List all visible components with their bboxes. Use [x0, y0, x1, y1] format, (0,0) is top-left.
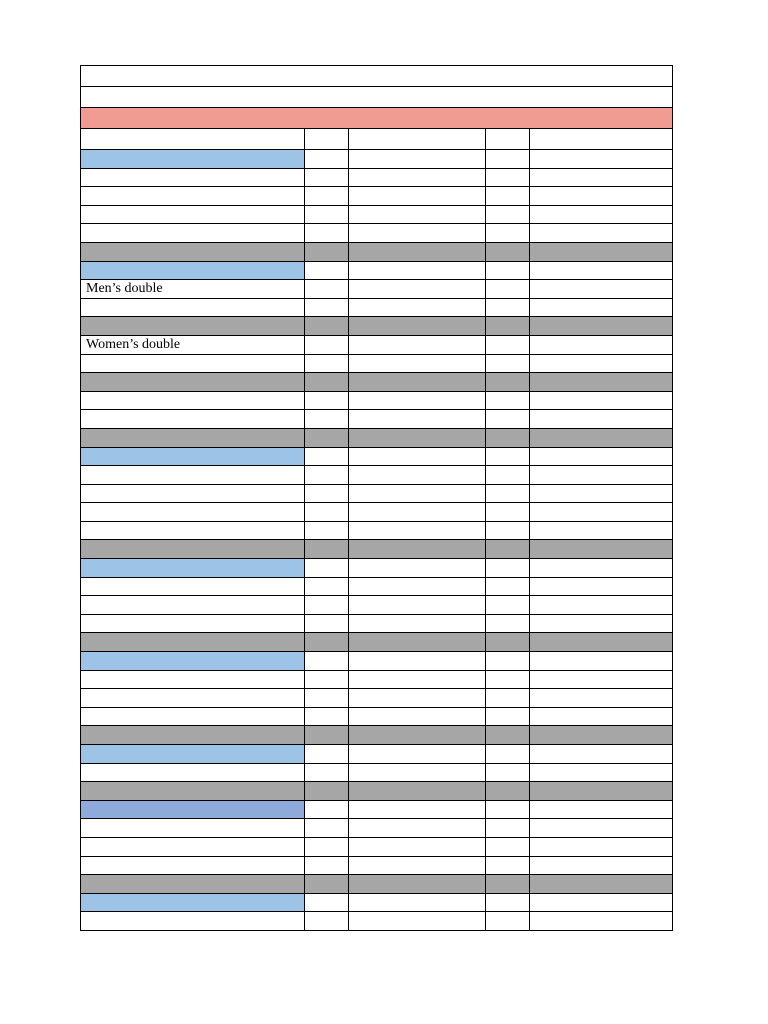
- table-cell[interactable]: [486, 652, 530, 671]
- table-cell[interactable]: [486, 428, 530, 447]
- table-cell[interactable]: [81, 428, 305, 447]
- table-cell[interactable]: [305, 129, 349, 150]
- table-cell[interactable]: [81, 819, 305, 838]
- table-cell[interactable]: [486, 707, 530, 726]
- table-cell[interactable]: [81, 354, 305, 373]
- table-row: [81, 354, 673, 373]
- category-row: [81, 800, 673, 819]
- table-row: [81, 819, 673, 838]
- table-cell[interactable]: [305, 745, 349, 764]
- table-cell[interactable]: [486, 150, 530, 169]
- category-header-cell[interactable]: [81, 745, 305, 764]
- separator-row: [81, 633, 673, 652]
- table-cell[interactable]: [486, 410, 530, 429]
- table-cell[interactable]: [530, 503, 673, 522]
- table-cell[interactable]: [530, 875, 673, 894]
- table-cell[interactable]: [81, 242, 305, 261]
- table-cell[interactable]: [349, 540, 486, 559]
- table-cell[interactable]: [305, 726, 349, 745]
- table-cell[interactable]: [305, 596, 349, 615]
- table-cell[interactable]: [349, 129, 486, 150]
- table-cell[interactable]: [486, 670, 530, 689]
- category-row: [81, 745, 673, 764]
- table-cell[interactable]: [81, 466, 305, 485]
- table-cell[interactable]: [349, 614, 486, 633]
- table-cell[interactable]: [305, 893, 349, 912]
- table-cell[interactable]: [305, 261, 349, 280]
- table-cell[interactable]: [305, 280, 349, 299]
- table-cell[interactable]: [486, 893, 530, 912]
- table-cell[interactable]: [349, 652, 486, 671]
- table-cell[interactable]: [305, 466, 349, 485]
- table-row: [81, 689, 673, 708]
- table-cell[interactable]: [349, 782, 486, 801]
- table-cell[interactable]: [349, 800, 486, 819]
- table-row: [81, 912, 673, 931]
- table-cell[interactable]: [305, 354, 349, 373]
- category-row: [81, 652, 673, 671]
- table-cell[interactable]: [530, 652, 673, 671]
- table-cell[interactable]: [305, 837, 349, 856]
- category-row: [81, 261, 673, 280]
- table-cell[interactable]: [349, 447, 486, 466]
- table-row: [81, 298, 673, 317]
- table-cell[interactable]: [530, 261, 673, 280]
- table-cell[interactable]: [349, 261, 486, 280]
- table-cell[interactable]: [305, 633, 349, 652]
- table-cell[interactable]: [349, 745, 486, 764]
- table-cell[interactable]: [81, 540, 305, 559]
- table-cell[interactable]: [486, 540, 530, 559]
- table-row: [81, 856, 673, 875]
- table-cell[interactable]: [486, 373, 530, 392]
- table-cell[interactable]: [530, 129, 673, 150]
- table-cell[interactable]: [486, 596, 530, 615]
- table-row: [81, 168, 673, 187]
- table-cell[interactable]: [81, 317, 305, 336]
- schedule-grid: [80, 65, 673, 931]
- category-header-cell[interactable]: [81, 800, 305, 819]
- table-cell[interactable]: [305, 782, 349, 801]
- separator-row: [81, 875, 673, 894]
- table-cell[interactable]: [530, 521, 673, 540]
- table-cell[interactable]: [349, 819, 486, 838]
- table-cell[interactable]: [486, 521, 530, 540]
- table-cell[interactable]: [81, 837, 305, 856]
- table-cell[interactable]: [349, 484, 486, 503]
- table-cell[interactable]: [349, 410, 486, 429]
- header-row-1: [81, 66, 673, 87]
- table-cell[interactable]: [305, 652, 349, 671]
- table-cell[interactable]: [530, 242, 673, 261]
- table-cell[interactable]: [530, 317, 673, 336]
- table-cell[interactable]: [486, 261, 530, 280]
- header-row-2: [81, 87, 673, 108]
- category-row: [81, 893, 673, 912]
- table-cell[interactable]: [486, 447, 530, 466]
- table-cell[interactable]: [349, 224, 486, 243]
- table-cell[interactable]: [349, 298, 486, 317]
- table-cell[interactable]: [486, 187, 530, 206]
- table-cell[interactable]: [530, 689, 673, 708]
- table-cell[interactable]: [530, 466, 673, 485]
- table-cell[interactable]: [81, 707, 305, 726]
- table-cell[interactable]: [305, 224, 349, 243]
- table-cell[interactable]: [530, 893, 673, 912]
- table-cell[interactable]: [486, 280, 530, 299]
- table-cell[interactable]: [349, 670, 486, 689]
- table-cell[interactable]: [530, 373, 673, 392]
- table-cell[interactable]: [305, 614, 349, 633]
- table-cell[interactable]: [530, 187, 673, 206]
- table-cell[interactable]: [81, 670, 305, 689]
- category-row: [81, 559, 673, 578]
- table-cell[interactable]: [349, 391, 486, 410]
- table-cell[interactable]: [486, 800, 530, 819]
- separator-row: [81, 782, 673, 801]
- table-cell[interactable]: [305, 912, 349, 931]
- table-cell[interactable]: [305, 298, 349, 317]
- separator-row: [81, 428, 673, 447]
- table-cell[interactable]: [530, 726, 673, 745]
- table-cell[interactable]: [81, 856, 305, 875]
- table-cell[interactable]: [305, 856, 349, 875]
- category-header-cell[interactable]: [81, 652, 305, 671]
- table-row: [81, 335, 673, 354]
- table-cell[interactable]: [349, 317, 486, 336]
- table-cell[interactable]: [486, 763, 530, 782]
- table-cell[interactable]: [81, 521, 305, 540]
- table-cell[interactable]: [81, 596, 305, 615]
- table-cell[interactable]: [486, 633, 530, 652]
- table-cell[interactable]: [349, 633, 486, 652]
- table-cell[interactable]: [486, 354, 530, 373]
- table-cell[interactable]: [486, 856, 530, 875]
- table-row: [81, 205, 673, 224]
- table-row: [81, 614, 673, 633]
- table-cell[interactable]: [530, 596, 673, 615]
- table-row: [81, 187, 673, 206]
- table-cell[interactable]: [530, 800, 673, 819]
- table-cell[interactable]: [530, 391, 673, 410]
- table-row: [81, 837, 673, 856]
- table-cell[interactable]: [305, 521, 349, 540]
- table-cell[interactable]: [305, 819, 349, 838]
- table-cell[interactable]: [81, 129, 305, 150]
- table-cell[interactable]: [530, 819, 673, 838]
- table-cell[interactable]: [305, 335, 349, 354]
- table-cell[interactable]: [486, 484, 530, 503]
- table-cell[interactable]: [349, 335, 486, 354]
- table-cell[interactable]: [305, 503, 349, 522]
- table-cell[interactable]: [305, 428, 349, 447]
- separator-row: [81, 242, 673, 261]
- table-cell[interactable]: [349, 242, 486, 261]
- table-cell[interactable]: [530, 354, 673, 373]
- column-header-row: [81, 129, 673, 150]
- table-cell[interactable]: [486, 317, 530, 336]
- table-cell[interactable]: [81, 782, 305, 801]
- table-cell[interactable]: [305, 800, 349, 819]
- table-cell[interactable]: [349, 280, 486, 299]
- table-cell[interactable]: [81, 410, 305, 429]
- table-cell[interactable]: [530, 540, 673, 559]
- table-cell[interactable]: [349, 205, 486, 224]
- table-cell[interactable]: [486, 745, 530, 764]
- table-cell[interactable]: [530, 428, 673, 447]
- table-cell[interactable]: [530, 168, 673, 187]
- table-cell[interactable]: [81, 763, 305, 782]
- mens-double-label[interactable]: Men’s double: [81, 280, 305, 299]
- table-cell[interactable]: [349, 596, 486, 615]
- table-cell[interactable]: [530, 633, 673, 652]
- category-header-cell[interactable]: [81, 447, 305, 466]
- table-cell[interactable]: [81, 614, 305, 633]
- header-cell[interactable]: [81, 66, 673, 87]
- table-cell[interactable]: [530, 205, 673, 224]
- table-cell[interactable]: [305, 707, 349, 726]
- table-cell[interactable]: [349, 726, 486, 745]
- table-cell[interactable]: [349, 837, 486, 856]
- table-cell[interactable]: [305, 317, 349, 336]
- title-band-row: [81, 108, 673, 129]
- table-row: [81, 466, 673, 485]
- table-cell[interactable]: [486, 689, 530, 708]
- table-cell[interactable]: [349, 150, 486, 169]
- table-cell[interactable]: [305, 391, 349, 410]
- category-header-cell[interactable]: [81, 150, 305, 169]
- table-cell[interactable]: [530, 577, 673, 596]
- table-cell[interactable]: [305, 242, 349, 261]
- table-cell[interactable]: [81, 298, 305, 317]
- table-cell[interactable]: [486, 726, 530, 745]
- table-cell[interactable]: [305, 540, 349, 559]
- table-cell[interactable]: [530, 335, 673, 354]
- table-cell[interactable]: [81, 875, 305, 894]
- table-cell[interactable]: [81, 205, 305, 224]
- table-row: [81, 577, 673, 596]
- category-header-cell[interactable]: [81, 261, 305, 280]
- table-cell[interactable]: [305, 875, 349, 894]
- table-row: [81, 503, 673, 522]
- table-row: [81, 521, 673, 540]
- table-cell[interactable]: [349, 354, 486, 373]
- table-cell[interactable]: [349, 187, 486, 206]
- table-cell[interactable]: [486, 466, 530, 485]
- table-cell[interactable]: [81, 187, 305, 206]
- category-header-cell[interactable]: [81, 559, 305, 578]
- table-cell[interactable]: [305, 187, 349, 206]
- table-cell[interactable]: [486, 614, 530, 633]
- table-cell[interactable]: [349, 893, 486, 912]
- table-cell[interactable]: [486, 875, 530, 894]
- table-cell[interactable]: [530, 782, 673, 801]
- table-cell[interactable]: [530, 298, 673, 317]
- table-cell[interactable]: [305, 577, 349, 596]
- table-cell[interactable]: [486, 577, 530, 596]
- table-cell[interactable]: [486, 205, 530, 224]
- table-cell[interactable]: [305, 763, 349, 782]
- separator-row: [81, 373, 673, 392]
- table-cell[interactable]: [486, 335, 530, 354]
- womens-double-label[interactable]: Women’s double: [81, 335, 305, 354]
- table-cell[interactable]: [305, 150, 349, 169]
- table-cell[interactable]: [530, 150, 673, 169]
- table-cell[interactable]: [305, 168, 349, 187]
- table-cell[interactable]: [486, 782, 530, 801]
- table-cell[interactable]: [349, 577, 486, 596]
- table-cell[interactable]: [349, 875, 486, 894]
- table-row: [81, 670, 673, 689]
- table-cell[interactable]: [81, 577, 305, 596]
- table-cell[interactable]: [530, 447, 673, 466]
- table-cell[interactable]: [486, 912, 530, 931]
- table-row: [81, 596, 673, 615]
- table-cell[interactable]: [530, 763, 673, 782]
- table-cell[interactable]: [486, 168, 530, 187]
- table-cell[interactable]: [81, 503, 305, 522]
- category-row: [81, 150, 673, 169]
- table-cell[interactable]: [305, 670, 349, 689]
- table-row: [81, 224, 673, 243]
- table-cell[interactable]: [81, 912, 305, 931]
- table-cell[interactable]: [486, 503, 530, 522]
- table-cell[interactable]: [305, 373, 349, 392]
- table-cell[interactable]: [81, 726, 305, 745]
- table-cell[interactable]: [486, 559, 530, 578]
- table-cell[interactable]: [305, 559, 349, 578]
- table-row: [81, 410, 673, 429]
- separator-row: [81, 317, 673, 336]
- table-cell[interactable]: [530, 670, 673, 689]
- table-cell[interactable]: [486, 837, 530, 856]
- table-row: [81, 763, 673, 782]
- table-cell[interactable]: [349, 168, 486, 187]
- table-cell[interactable]: [486, 298, 530, 317]
- table-cell[interactable]: [530, 559, 673, 578]
- table-cell[interactable]: [349, 466, 486, 485]
- table-cell[interactable]: [349, 689, 486, 708]
- header-cell[interactable]: [81, 87, 673, 108]
- table-cell[interactable]: [81, 391, 305, 410]
- table-cell[interactable]: [81, 689, 305, 708]
- table-cell[interactable]: [486, 129, 530, 150]
- table-row: [81, 280, 673, 299]
- category-header-cell[interactable]: [81, 893, 305, 912]
- separator-row: [81, 726, 673, 745]
- table-cell[interactable]: [305, 410, 349, 429]
- table-cell[interactable]: [349, 373, 486, 392]
- table-cell[interactable]: [530, 912, 673, 931]
- table-cell[interactable]: [349, 856, 486, 875]
- table-cell[interactable]: [349, 428, 486, 447]
- table-cell[interactable]: [349, 503, 486, 522]
- table-cell[interactable]: [305, 205, 349, 224]
- table-cell[interactable]: [81, 633, 305, 652]
- table-cell[interactable]: [486, 391, 530, 410]
- table-cell[interactable]: [81, 373, 305, 392]
- table-cell[interactable]: [81, 168, 305, 187]
- table-cell[interactable]: [530, 707, 673, 726]
- table-cell[interactable]: [530, 614, 673, 633]
- title-band-cell[interactable]: [81, 108, 673, 129]
- table-cell[interactable]: [486, 242, 530, 261]
- separator-row: [81, 540, 673, 559]
- table-row: [81, 484, 673, 503]
- table-cell[interactable]: [349, 763, 486, 782]
- table-cell[interactable]: [530, 224, 673, 243]
- table-cell[interactable]: [530, 280, 673, 299]
- table-cell[interactable]: [530, 745, 673, 764]
- table-cell[interactable]: [530, 484, 673, 503]
- table-cell[interactable]: [81, 224, 305, 243]
- table-cell[interactable]: [305, 447, 349, 466]
- table-row: [81, 391, 673, 410]
- table-cell[interactable]: [81, 484, 305, 503]
- table-cell[interactable]: [530, 856, 673, 875]
- table-cell[interactable]: [486, 819, 530, 838]
- table-cell[interactable]: [486, 224, 530, 243]
- table-row: [81, 707, 673, 726]
- table-cell[interactable]: [530, 410, 673, 429]
- table-cell[interactable]: [349, 707, 486, 726]
- table-cell[interactable]: [305, 689, 349, 708]
- table-cell[interactable]: [349, 559, 486, 578]
- table-cell[interactable]: [530, 837, 673, 856]
- table-cell[interactable]: [305, 484, 349, 503]
- table-cell[interactable]: [349, 521, 486, 540]
- table-cell[interactable]: [349, 912, 486, 931]
- category-row: [81, 447, 673, 466]
